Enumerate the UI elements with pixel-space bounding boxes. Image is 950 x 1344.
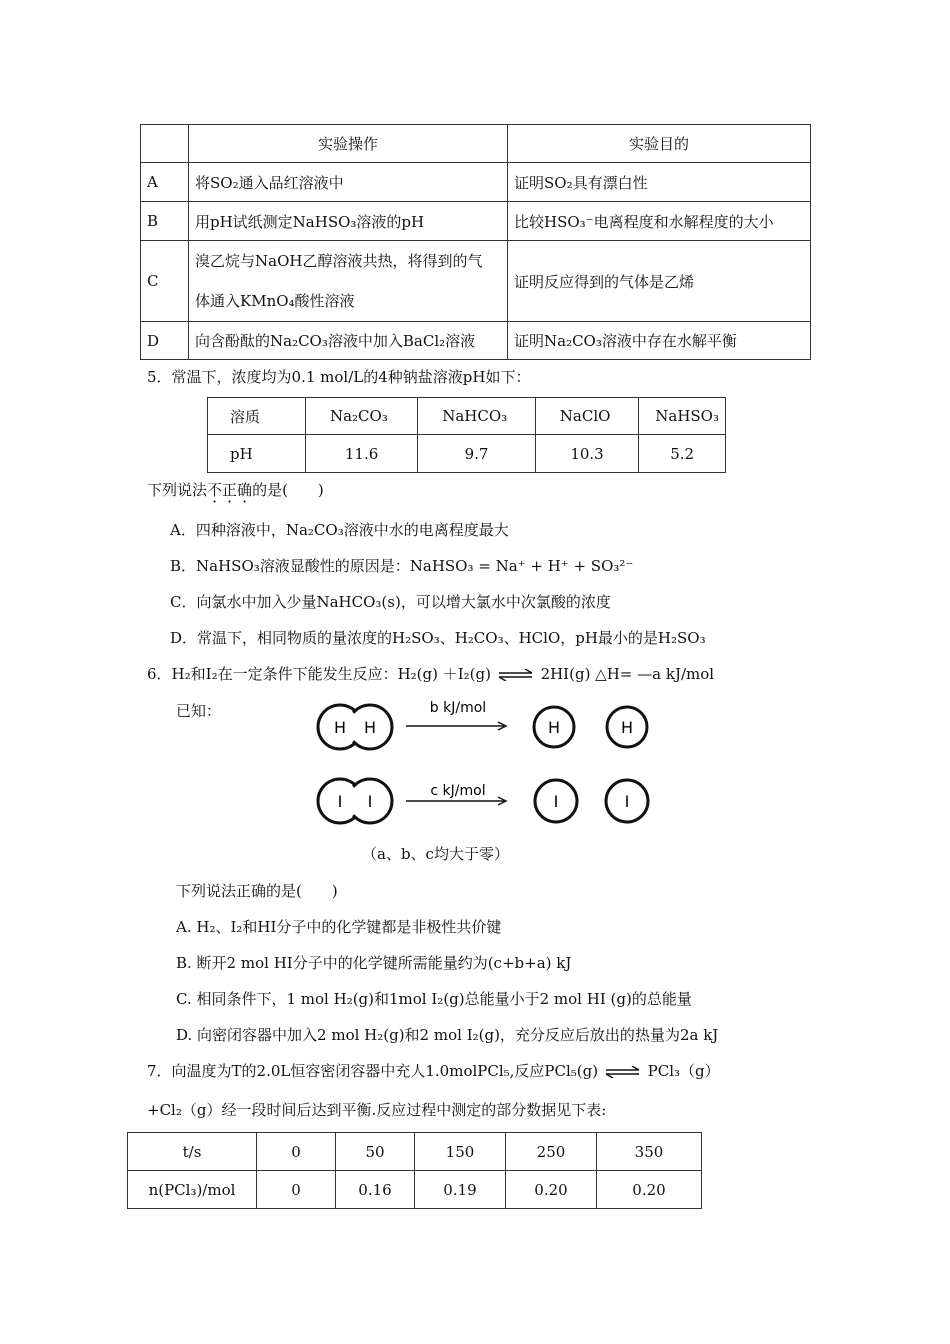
emphasis-char: 确 (237, 481, 253, 499)
q5-option-a: A．四种溶液中，Na₂CO₃溶液中水的电离程度最大 (170, 521, 509, 539)
table-cell: 350 (597, 1133, 702, 1171)
h-atom-label: H (363, 718, 377, 737)
row-label: C (141, 241, 189, 322)
row-label: A (141, 163, 189, 202)
h-atom-label: H (547, 718, 561, 737)
table-cell: 证明Na₂CO₃溶液中存在水解平衡 (508, 322, 811, 360)
table-cell: 溶质 (208, 398, 306, 435)
q6-option-a: A. H₂、I₂和HI分子中的化学键都是非极性共价键 (176, 918, 502, 936)
q5-question-post: 的是( ) (252, 481, 324, 499)
table-cell: 0.16 (336, 1171, 415, 1209)
table-cell: 比较HSO₃⁻电离程度和水解程度的大小 (508, 202, 811, 241)
i-atom-label: I (337, 792, 343, 811)
table-cell: 11.6 (305, 435, 417, 473)
i-atom-label: I (553, 792, 559, 811)
q5-stem: 5．常温下，浓度均为0.1 mol/L的4种钠盐溶液pH如下： (147, 368, 531, 386)
q7-data-table (127, 1132, 702, 1209)
experiment-table (140, 124, 811, 360)
table-cell: NaHSO₃ (639, 398, 726, 435)
equilibrium-arrow-icon (498, 669, 534, 681)
table-cell: NaClO (535, 398, 638, 435)
q5-option-b: B．NaHSO₃溶液显酸性的原因是：NaHSO₃ = Na⁺ + H⁺ + SO₃²⁻ (170, 557, 634, 575)
table-cell: 250 (506, 1133, 597, 1171)
table-cell: 9.7 (418, 435, 536, 473)
q7-stem-pre: 7．向温度为T的2.0L恒容密闭容器中充人1.0molPCl₅,反应PCl₅(g) (147, 1062, 599, 1080)
table-cell: NaHCO₃ (418, 398, 536, 435)
q6-stem (147, 663, 714, 684)
equilibrium-arrow-icon (605, 1066, 641, 1078)
table-cell: 10.3 (535, 435, 638, 473)
i-atom-label: I (367, 792, 373, 811)
i-arrow-label: c kJ/mol (430, 783, 486, 799)
table-cell: 向含酚酞的Na₂CO₃溶液中加入BaCl₂溶液 (189, 322, 508, 360)
q7-stem-line1 (147, 1060, 720, 1081)
q7-stem-post: PCl₃（g） (647, 1062, 720, 1080)
table-header-cell (141, 125, 189, 163)
q7-stem-line2: +Cl₂（g）经一段时间后达到平衡.反应过程中测定的部分数据见下表: (147, 1101, 607, 1119)
q6-option-b: B. 断开2 mol HI分子中的化学键所需能量约为(c+b+a) kJ (176, 954, 572, 972)
table-cell: 0.20 (597, 1171, 702, 1209)
table-cell: 50 (336, 1133, 415, 1171)
q6-known-label: 已知： (176, 702, 222, 720)
table-header-cell: 实验目的 (508, 125, 811, 163)
q5-question-pre: 下列说法 (147, 481, 208, 499)
q5-question-emphasis (207, 481, 252, 499)
table-header-cell: 实验操作 (189, 125, 508, 163)
h-atom-label: H (333, 718, 347, 737)
q5-option-d: D．常温下，相同物质的量浓度的H₂SO₃、H₂CO₃、HClO，pH最小的是H₂SO₃ (170, 629, 706, 647)
cell-line: 溴乙烷与NaOH乙醇溶液共热，将得到的气 (195, 252, 483, 270)
row-label: B (141, 202, 189, 241)
i-atom-label: I (624, 792, 630, 811)
cell-line: 体通入KMnO₄酸性溶液 (195, 292, 355, 310)
q6-caption: （a、b、c均大于零） (362, 845, 509, 863)
h-atom-label: H (620, 718, 634, 737)
q5-question (147, 479, 324, 500)
row-label: D (141, 322, 189, 360)
h-arrow-label: b kJ/mol (429, 700, 487, 716)
table-cell: 150 (415, 1133, 506, 1171)
q5-ph-table (207, 397, 726, 473)
table-cell: 证明反应得到的气体是乙烯 (508, 241, 811, 322)
table-cell: n(PCl₃)/mol (128, 1171, 257, 1209)
table-cell: Na₂CO₃ (305, 398, 417, 435)
table-cell (189, 241, 508, 322)
table-cell: 0 (257, 1171, 336, 1209)
emphasis-char: 不 (207, 481, 223, 499)
i2-molecule (318, 779, 392, 823)
q5-option-c: C．向氯水中加入少量NaHCO₃(s)，可以增大氯水中次氯酸的浓度 (170, 593, 611, 611)
table-cell: 0.20 (506, 1171, 597, 1209)
q6-stem-pre: 6．H₂和I₂在一定条件下能发生反应：H₂(g) ＋I₂(g) (147, 665, 491, 683)
table-cell: 用pH试纸测定NaHSO₃溶液的pH (189, 202, 508, 241)
q6-option-d: D. 向密闭容器中加入2 mol H₂(g)和2 mol I₂(g)，充分反应后放出的热量为2a kJ (176, 1026, 719, 1044)
table-cell: 将SO₂通入品红溶液中 (189, 163, 508, 202)
table-cell: 5.2 (639, 435, 726, 473)
h2-molecule (318, 705, 392, 749)
q6-option-c: C. 相同条件下，1 mol H₂(g)和1mol I₂(g)总能量小于2 mol HI (g)的总能量 (176, 990, 692, 1008)
q6-stem-post: 2HI(g) △H= —a kJ/mol (540, 665, 715, 683)
table-cell: 0 (257, 1133, 336, 1171)
q6-question: 下列说法正确的是( ) (176, 882, 338, 900)
table-cell: 0.19 (415, 1171, 506, 1209)
emphasis-char: 正 (222, 481, 238, 499)
bond-energy-diagram (300, 688, 660, 838)
table-cell: pH (208, 435, 306, 473)
table-cell: t/s (128, 1133, 257, 1171)
table-cell: 证明SO₂具有漂白性 (508, 163, 811, 202)
